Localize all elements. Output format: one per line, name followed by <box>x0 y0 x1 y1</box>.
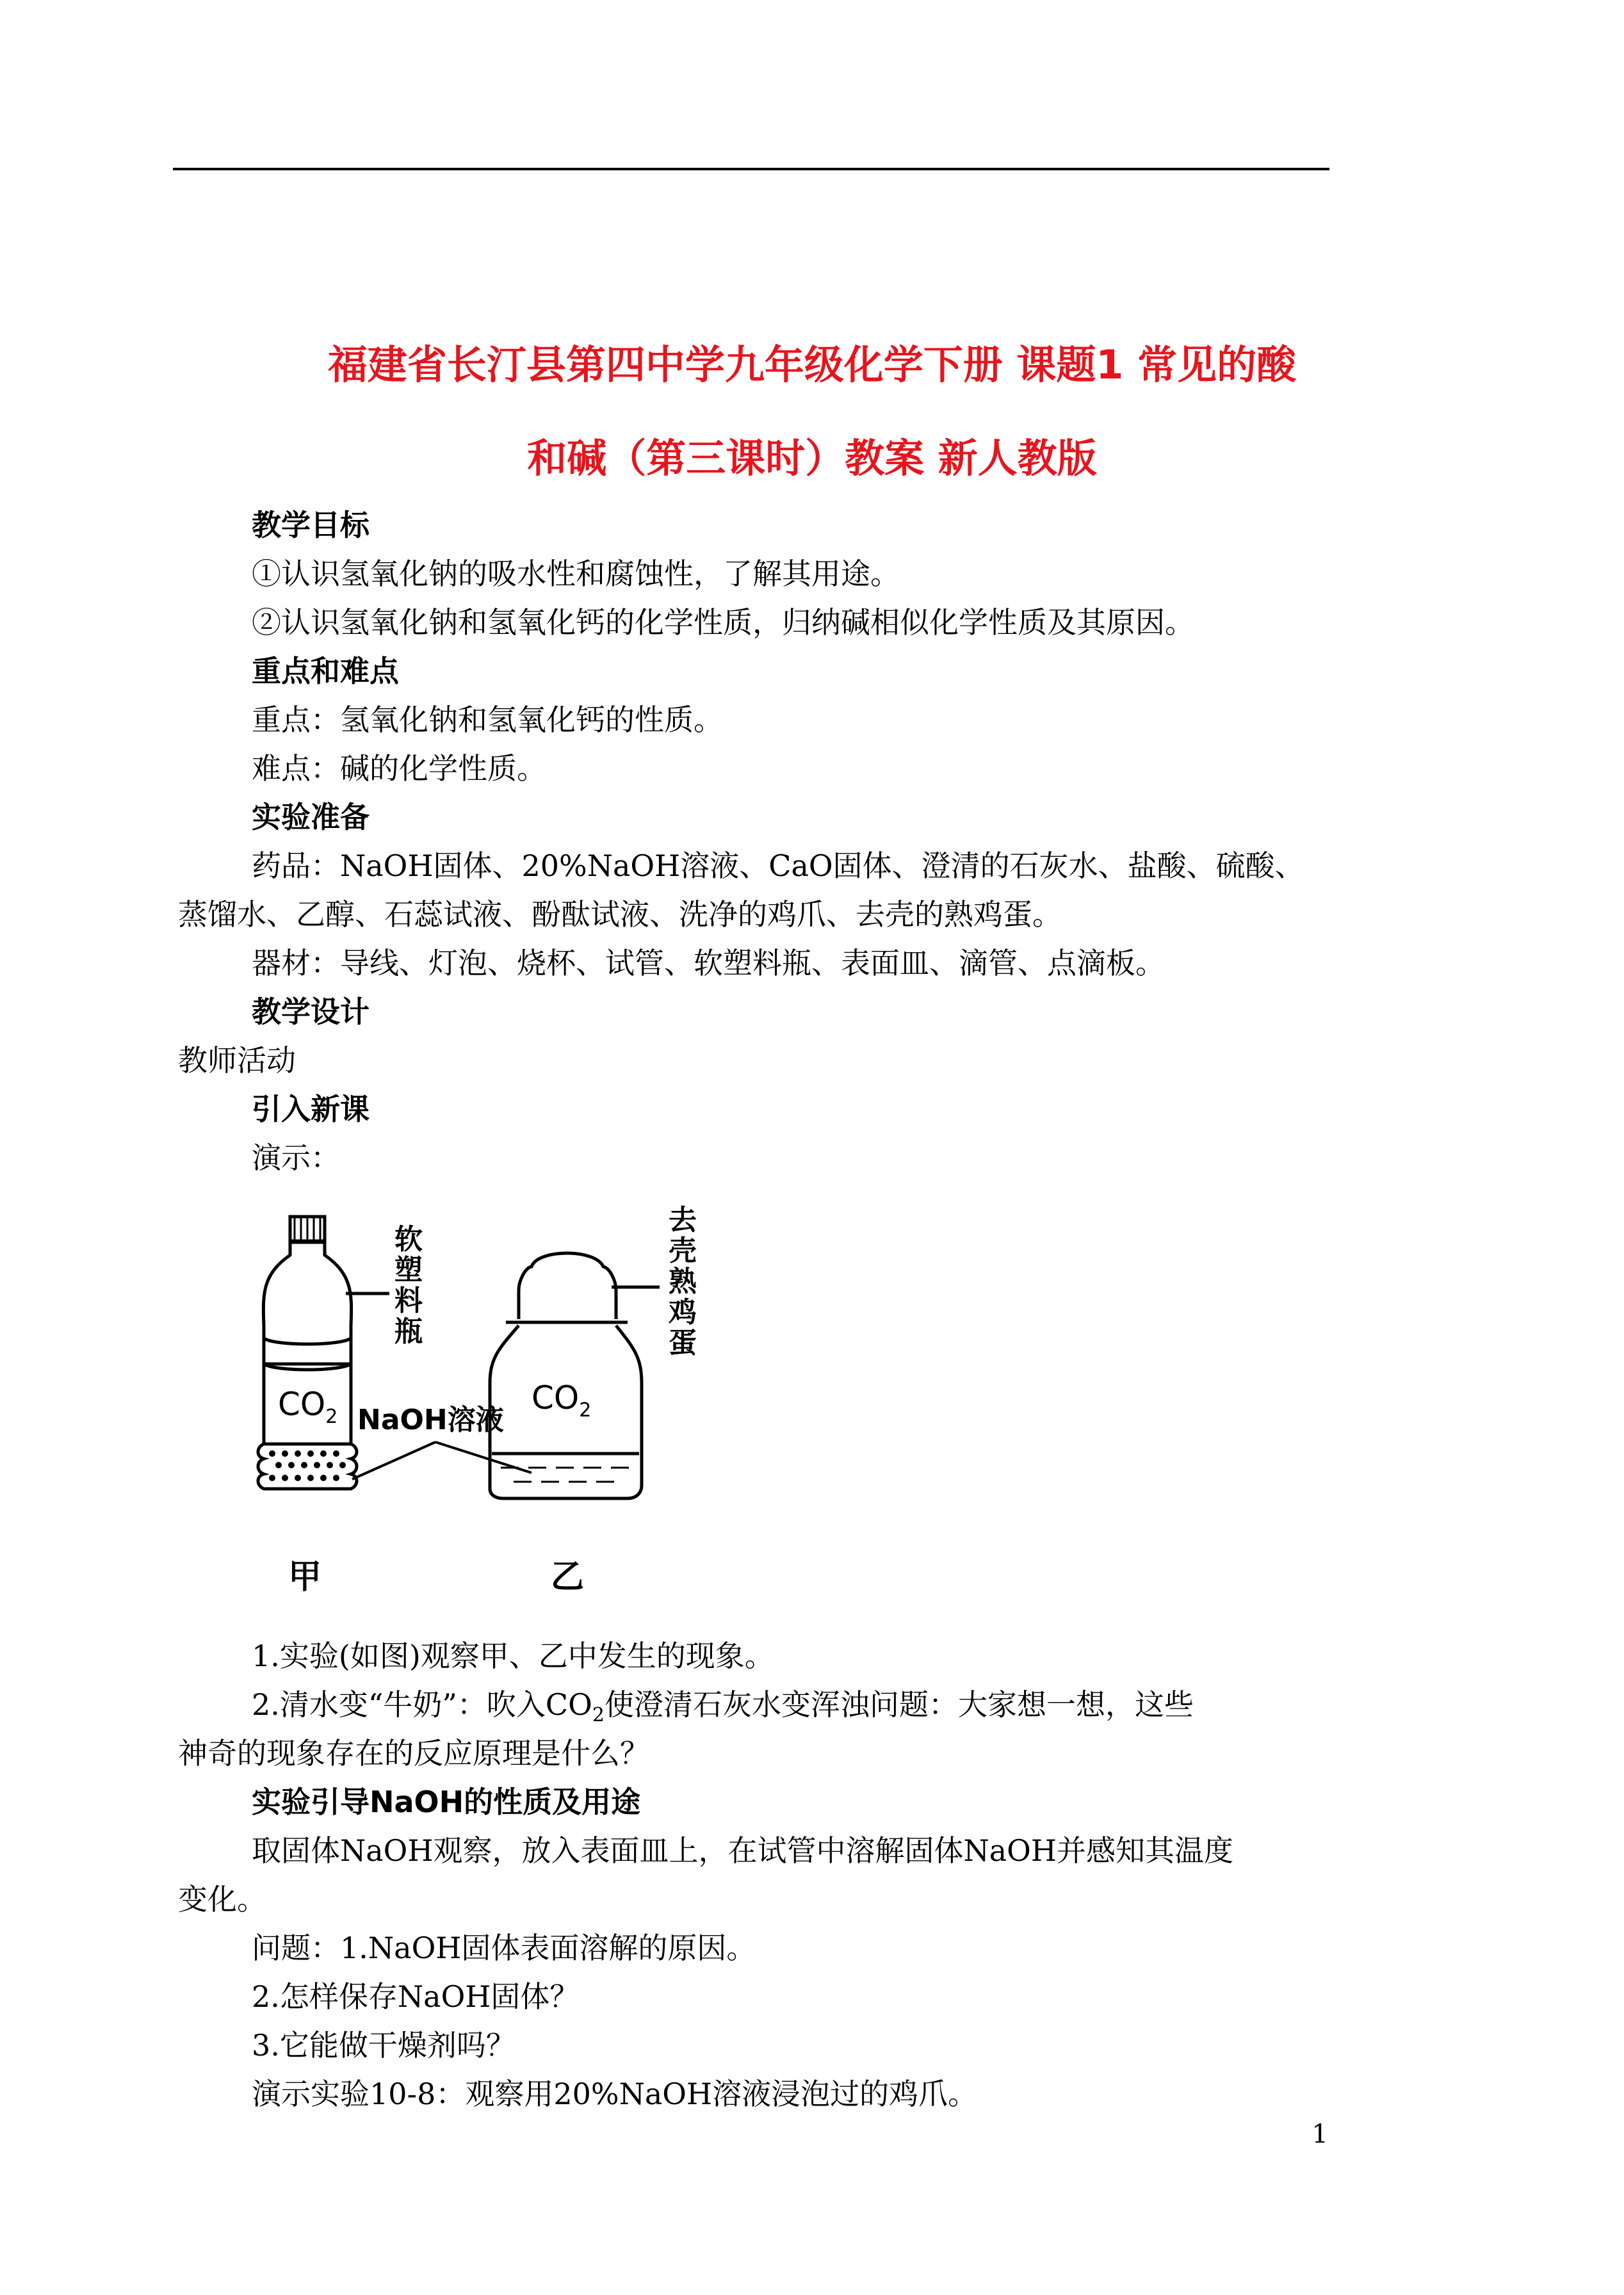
demo-label: 演示： <box>252 1140 340 1175</box>
svg-text:瓶: 瓶 <box>394 1315 423 1348</box>
naoh-line-2: 变化。 <box>178 1882 266 1917</box>
experiment-figure <box>250 1204 736 1601</box>
bottle-base-texture <box>269 1450 346 1481</box>
goals-heading: 教学目标 <box>252 508 369 542</box>
page-number: 1 <box>1311 2120 1328 2149</box>
bottle-label <box>394 1223 423 1348</box>
header-rule <box>173 168 1329 170</box>
question-2: 2.清水变“牛奶”：吹入$CO_2$使澄清石灰水变浑浊问题：大家想一想，这些 <box>252 1687 1194 1727</box>
caption-yi: 乙 <box>551 1558 585 1596</box>
naoh-line-1: 取固体NaOH观察，放入表面皿上，在试管中溶解固体NaOH并感知其温度 <box>252 1833 1234 1868</box>
teacher-activity: 教师活动 <box>178 1043 296 1078</box>
naoh-heading: 实验引导NaOH的性质及用途 <box>252 1785 641 1819</box>
question-2-cont: 神奇的现象存在的反应原理是什么？ <box>178 1736 649 1771</box>
key-heading: 重点和难点 <box>252 654 399 688</box>
title-line-2: 和碱（第三课时）教案 新人教版 <box>527 435 1097 482</box>
demo-experiment: 演示实验10-8：观察用20%NaOH溶液浸泡过的鸡爪。 <box>252 2077 978 2111</box>
svg-text:软: 软 <box>394 1223 423 1256</box>
bottle-co2: $CO_2$ <box>278 1386 338 1428</box>
drugs-line-2: 蒸馏水、乙醇、石蕊试液、酚酞试液、洗净的鸡爪、去壳的熟鸡蛋。 <box>178 897 1062 932</box>
soft-plastic-bottle <box>258 1217 357 1489</box>
egg-label <box>669 1204 697 1359</box>
svg-text:料: 料 <box>394 1285 423 1317</box>
svg-text:去: 去 <box>669 1204 697 1237</box>
caption-jia: 甲 <box>288 1558 322 1596</box>
difficult-point: 难点：碱的化学性质。 <box>252 751 546 786</box>
key-point: 重点：氢氧化钠和氢氧化钙的性质。 <box>252 702 723 737</box>
drugs-line-1: 药品：NaOH固体、20%NaOH溶液、CaO固体、澄清的石灰水、盐酸、硫酸、 <box>252 848 1304 883</box>
svg-text:鸡: 鸡 <box>669 1296 697 1329</box>
jar-co2: $CO_2$ <box>532 1379 592 1422</box>
prep-heading: 实验准备 <box>252 800 369 834</box>
goal-2: ②认识氢氧化钠和氢氧化钙的化学性质，归纳碱相似化学性质及其原因。 <box>252 605 1194 640</box>
question-1: 1.实验(如图)观察甲、乙中发生的现象。 <box>252 1639 774 1673</box>
wide-mouth-bottle <box>490 1253 642 1498</box>
problem-1: 问题：1.NaOH固体表面溶解的原因。 <box>252 1931 756 1965</box>
svg-text:蛋: 蛋 <box>669 1327 697 1359</box>
solution-label: NaOH溶液 <box>357 1404 504 1436</box>
svg-text:塑: 塑 <box>394 1254 423 1286</box>
title-line-1: 福建省长汀县第四中学九年级化学下册 课题1 常见的酸 <box>327 341 1297 388</box>
problem-2: 2.怎样保存NaOH固体？ <box>252 1979 580 2014</box>
goal-1: ①认识氢氧化钠的吸水性和腐蚀性，了解其用途。 <box>252 556 900 591</box>
equipment-line: 器材：导线、灯泡、烧杯、试管、软塑料瓶、表面皿、滴管、点滴板。 <box>252 946 1165 980</box>
intro-heading: 引入新课 <box>252 1092 369 1126</box>
problem-3: 3.它能做干燥剂吗？ <box>252 2028 516 2063</box>
svg-text:壳: 壳 <box>669 1235 697 1267</box>
svg-text:熟: 熟 <box>669 1265 697 1298</box>
design-heading: 教学设计 <box>252 994 369 1029</box>
